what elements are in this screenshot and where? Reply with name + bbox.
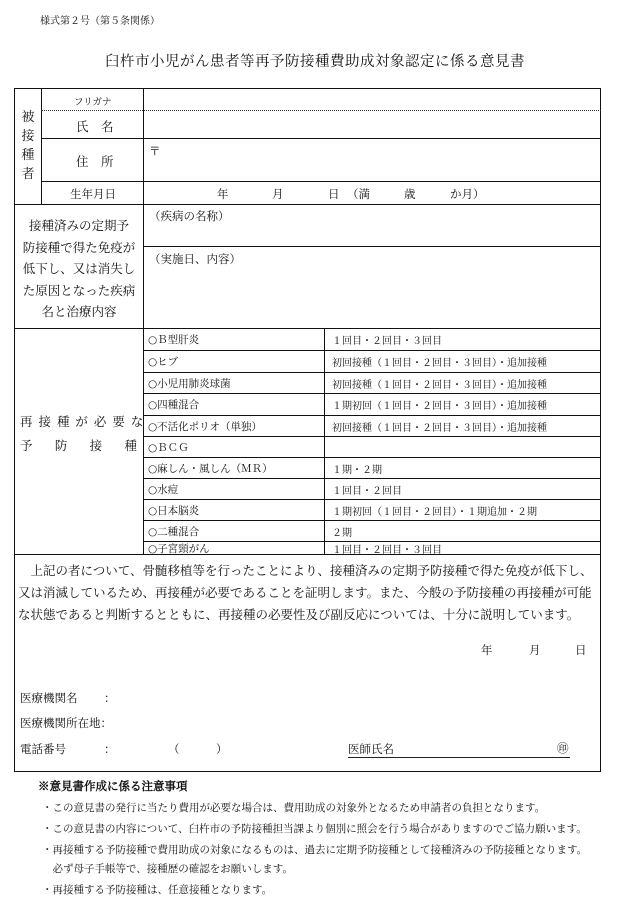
phone-paren-open: （: [168, 742, 180, 756]
cert-date-day: 日: [575, 643, 587, 657]
treatment-field[interactable]: [144, 267, 600, 327]
phone-paren-close: ）: [216, 742, 228, 756]
vaccine-schedule: １回目・２回目: [332, 485, 402, 497]
cert-date-month: 月: [529, 643, 541, 657]
vaccine-name: ○ヒブ: [148, 355, 179, 368]
institution-address-label: 医療機関所在地：: [20, 716, 112, 730]
divider: [41, 88, 42, 204]
phone-label: 電話番号: [20, 742, 66, 756]
address-field[interactable]: [160, 140, 600, 180]
vaccine-schedule: 初回接種（１回目・２回目・３回目）・追加接種: [332, 422, 547, 434]
notes-heading: ※意見書作成に係る注意事項: [38, 779, 188, 793]
doctor-name-underline: [348, 757, 570, 758]
cert-date-year: 年: [481, 643, 493, 657]
divider: [41, 138, 601, 139]
vaccine-name: ○子宮頸がん: [148, 542, 210, 555]
vaccine-schedule: １期初回（１回目・２回目）・１期追加・２期: [332, 506, 537, 518]
vaccine-row[interactable]: [144, 416, 547, 436]
vaccine-row[interactable]: [144, 394, 547, 414]
vaccine-row[interactable]: [144, 458, 382, 478]
note-item: ・この意見書の内容について、臼杵市の予防接種担当課より個別に照会を行う場合がありますのでご協力願います。: [42, 823, 587, 835]
vaccine-schedule: ２期: [332, 527, 352, 539]
divider: [14, 204, 601, 205]
postal-mark: 〒: [149, 144, 161, 158]
vaccine-schedule: 初回接種（１回目・２回目・３回目）・追加接種: [332, 379, 547, 391]
document-title: 臼杵市小児がん患者等再予防接種費助成対象認定に係る意見書: [105, 54, 525, 70]
vaccine-schedule: １期初回（１回目・２回目・３回目）・追加接種: [332, 400, 547, 412]
institution-colon: ：: [104, 691, 116, 705]
vaccine-schedule: １回目・２回目・３回目: [332, 335, 442, 347]
doctor-name-field[interactable]: [400, 737, 550, 757]
dob-label: 生年月日: [70, 187, 116, 201]
furigana-label: フリガナ: [74, 97, 112, 108]
vaccine-name: ○水痘: [148, 483, 179, 496]
vaccine-name: ○日本脳炎: [148, 504, 200, 517]
institution-address-field[interactable]: [120, 711, 590, 731]
vaccine-row[interactable]: [144, 373, 547, 393]
dob-year: 年: [217, 187, 229, 201]
disease-name-label: （疾病の名称）: [149, 209, 230, 223]
note-item: ・再接種する予防接種は、任意接種となります。: [42, 884, 273, 896]
doctor-name-label: 医師氏名: [348, 742, 394, 756]
revaccination-label: 再 接 種 が 必 要 な 予 防 接 種: [20, 414, 145, 453]
vaccine-schedule: 初回接種（１回目・２回目・３回目）・追加接種: [332, 357, 547, 369]
dob-age-months: か月）: [450, 187, 485, 201]
divider: [41, 181, 601, 182]
recipient-group-label: 被 接 種 者: [21, 110, 35, 182]
certification-statement: 上記の者について、骨髄移植等を行ったことにより、接種済みの定期予防接種で得た免疫が低下し、又は消滅しているため、再接種が必要であることを証明します。また、今般の予防接種の再接種が可能な状態であると判断するとともに、再接種の必要性及び副反応については、十分に説明しています。: [18, 563, 593, 622]
vaccine-row[interactable]: [144, 542, 442, 554]
vaccine-row[interactable]: [144, 521, 352, 541]
vaccine-name: ○四種混合: [148, 398, 200, 411]
vaccine-schedule: １回目・２回目・３回目: [332, 544, 442, 556]
vaccine-schedule: １期・２期: [332, 464, 382, 476]
vaccine-name: ○二種混合: [148, 525, 200, 538]
phone-colon: ：: [104, 742, 116, 756]
vaccine-row[interactable]: [144, 500, 537, 520]
vaccine-name: ○ＢＣＧ: [148, 441, 189, 454]
note-item: ・再接種する予防接種で費用助成の対象になるものは、過去に定期予防接種として接種済みの予防接種となります。: [42, 844, 588, 856]
vaccine-row[interactable]: [144, 479, 402, 499]
dob-month: 月: [272, 187, 284, 201]
phone-field[interactable]: [120, 737, 320, 757]
vaccine-row[interactable]: [144, 437, 332, 457]
vaccine-name: ○麻しん・風しん（ＭＲ）: [148, 462, 273, 475]
vaccine-name: ○Ｂ型肝炎: [148, 333, 200, 346]
divider: [143, 246, 601, 247]
note-item: 必ず母子手帳等で、接種歴の確認をお願いします。: [42, 863, 293, 875]
vaccine-name: ○小児用肺炎球菌: [148, 377, 231, 390]
disease-name-field[interactable]: [144, 224, 600, 245]
institution-field[interactable]: [120, 686, 590, 706]
dob-day: 日: [328, 187, 340, 201]
reason-label: 接種済みの定期予 防接種で得た免疫が 低下し、又は消失し た原因となった疾病 名と治療内容: [22, 218, 136, 319]
institution-label: 医療機関名: [20, 691, 78, 705]
name-field[interactable]: [144, 112, 600, 137]
furigana-field[interactable]: [144, 90, 600, 109]
seal-mark: ㊞: [557, 741, 569, 755]
address-label: 住 所: [76, 154, 114, 169]
form-number: 様式第２号（第５条関係）: [40, 16, 160, 27]
dob-age-open: （満: [347, 187, 370, 201]
vaccine-row[interactable]: [144, 351, 547, 371]
vaccine-row[interactable]: [144, 329, 442, 349]
divider: [41, 110, 601, 111]
dob-age-years: 歳: [404, 187, 416, 201]
vaccine-name: ○不活化ポリオ（単独）: [148, 420, 263, 433]
note-item: ・この意見書の発行に当たり費用が必要な場合は、費用助成の対象外となるため申請者の負担となります。: [42, 802, 546, 814]
name-label: 氏 名: [76, 119, 114, 134]
treatment-label: （実施日、内容）: [149, 252, 241, 266]
